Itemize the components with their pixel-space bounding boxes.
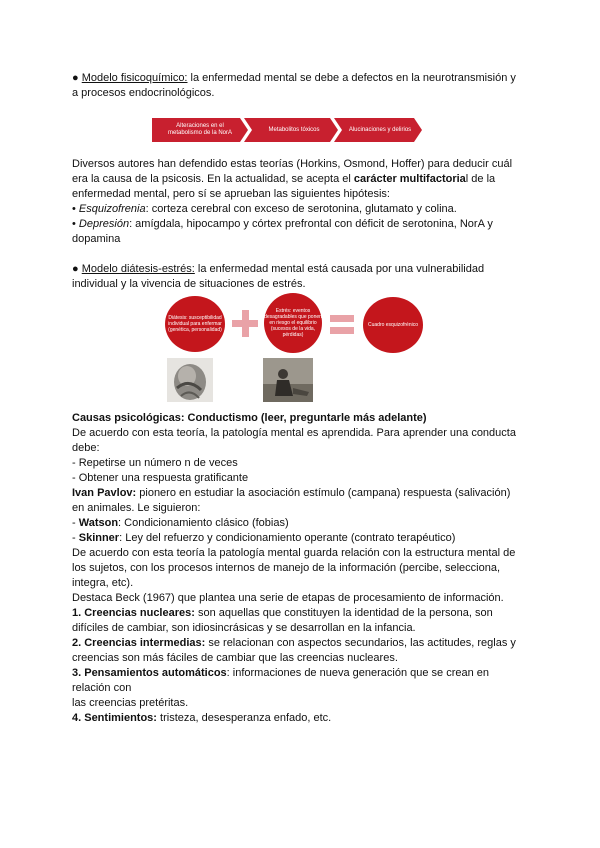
conductismo-heading: Causas psicológicas: Conductismo (leer, preguntarle más adelante) — [72, 412, 427, 424]
conductismo-line-1: De acuerdo con esta teoría, la patología mental es aprendida. Para aprender una conducta — [72, 427, 516, 439]
bullet: ● — [72, 263, 79, 275]
diatesis-line-2: individual y la vivencia de situaciones de estrés. — [72, 278, 306, 290]
beck-item-2-cont: creencias son más fáciles de cambiar que las creencias nucleares. — [72, 652, 398, 664]
pavlov-line — [72, 486, 510, 501]
flow-box-3-label: Alucinaciones y delirios — [348, 126, 412, 133]
beck-line: Destaca Beck (1967) que plantea una serie de etapas de procesamiento de información. — [72, 592, 504, 604]
fisicoquimico-line-1 — [72, 71, 516, 86]
conductismo-line-3: - Repetirse un número n de veces — [72, 457, 238, 469]
beck-item-4 — [72, 711, 331, 726]
skinner-name: Skinner — [78, 532, 120, 544]
text: : corteza cerebral con exceso de serotonina, glutamato y colina. — [145, 203, 457, 215]
text: : informaciones de nueva generación que se crean en — [226, 667, 490, 679]
term-depresion: Depresión — [78, 218, 130, 230]
pavlov-name: Ivan Pavlov: — [72, 487, 137, 499]
conductismo-line-6: en animales. Le siguieron: — [72, 502, 201, 514]
result-circle: Cuadro esquizofrénico — [363, 297, 423, 353]
beck-item-3-cont-1: relación con — [72, 682, 132, 694]
plus-sign-vertical — [242, 310, 249, 337]
hypothesis-esquizofrenia — [72, 202, 457, 217]
term-esquizofrenia: Esquizofrenia — [78, 203, 146, 215]
creencias-intermedias: 2. Creencias intermedias: — [72, 637, 206, 649]
skinner-line — [72, 531, 455, 546]
model-fisicoquimico-title: Modelo fisicoquímico: — [81, 72, 188, 84]
beck-item-1 — [72, 606, 493, 621]
beck-item-3-cont-2: las creencias pretéritas. — [72, 697, 189, 709]
creencias-nucleares: 1. Creencias nucleares: — [72, 607, 195, 619]
text: tristeza, desesperanza enfado, etc. — [156, 712, 332, 724]
bullet: • — [72, 203, 79, 215]
text: : amígdala, hipocampo y córtex prefrontal con déficit de serotonina, NorA y — [129, 218, 493, 230]
text: l de la — [465, 173, 496, 185]
stress-circle: Estrés: eventos desagradables que ponen en riesgo el equilibrio (sucesos de la vida, pérdidas) — [264, 293, 322, 353]
section2-line-3: enfermedad mental, pero sí se aprueban las siguientes hipótesis: — [72, 188, 390, 200]
multifactorial-bold: carácter multifactoria — [353, 173, 466, 185]
conductismo-line-4: - Obtener una respuesta gratificante — [72, 472, 249, 484]
section2-line-1: Diversos autores han defendido estas teorías (Horkins, Osmond, Hoffer) para deducir cuál — [72, 158, 513, 170]
model-diatesis-title: Modelo diátesis-estrés: — [81, 263, 195, 275]
beck-item-3 — [72, 666, 489, 681]
watson-name: Watson — [78, 517, 119, 529]
equals-sign-top — [330, 315, 354, 322]
text: la enfermedad mental está causada por una vulnerabilidad — [194, 263, 485, 275]
hypothesis-depresion — [72, 217, 493, 232]
beck-item-1-cont: difíciles de cambiar, son idiosincrásicas y se desarrollan en la infancia. — [72, 622, 416, 634]
conductismo-line-10: los sujetos, con los procesos internos de manejo de la información (percibe, selecciona, — [72, 562, 501, 574]
conductismo-line-9: De acuerdo con esta teoría la patología mental guarda relación con la estructura mental de — [72, 547, 516, 559]
text: pionero en estudiar la asociación estímulo (campana) respuesta (salivación) — [136, 487, 511, 499]
text: : Condicionamiento clásico (fobias) — [118, 517, 289, 529]
watson-line — [72, 516, 289, 531]
diatesis-line-1 — [72, 262, 484, 277]
dash: - — [72, 532, 79, 544]
bullet: • — [72, 218, 79, 230]
sculpture-photo — [167, 358, 213, 402]
text: son aquellas que constituyen la identidad de la persona, son — [194, 607, 493, 619]
section2-line-2 — [72, 172, 495, 187]
diathesis-circle: Diátesis: susceptibilidad individual para enfermar (genética, personalidad) — [165, 296, 225, 352]
equals-sign-bottom — [330, 327, 354, 334]
conductismo-line-11: integra, etc). — [72, 577, 134, 589]
flow-box-2-label: Metabolitos tóxicos — [268, 126, 320, 133]
text: la enfermedad mental se debe a defectos en la neurotransmisión y — [187, 72, 516, 84]
pensamientos-automaticos: 3. Pensamientos automáticos — [72, 667, 227, 679]
fisicoquimico-line-2: a procesos endocrinológicos. — [72, 87, 215, 99]
text: : Ley del refuerzo y condicionamiento operante (contrato terapéutico) — [119, 532, 456, 544]
dash: - — [72, 517, 79, 529]
text: se relacionan con aspectos secundarios, las actitudes, reglas y — [205, 637, 516, 649]
beck-item-2 — [72, 636, 516, 651]
text: era la causa de la psicosis. En la actualidad, se acepta el — [72, 173, 354, 185]
conductismo-line-2: debe: — [72, 442, 100, 454]
bullet: ● — [72, 72, 79, 84]
sentimientos: 4. Sentimientos: — [72, 712, 157, 724]
war-photo — [263, 358, 313, 402]
section2-line-6: dopamina — [72, 233, 121, 245]
flow-box-1-label: Alteraciones en el metabolismo de la NorA — [167, 123, 233, 136]
